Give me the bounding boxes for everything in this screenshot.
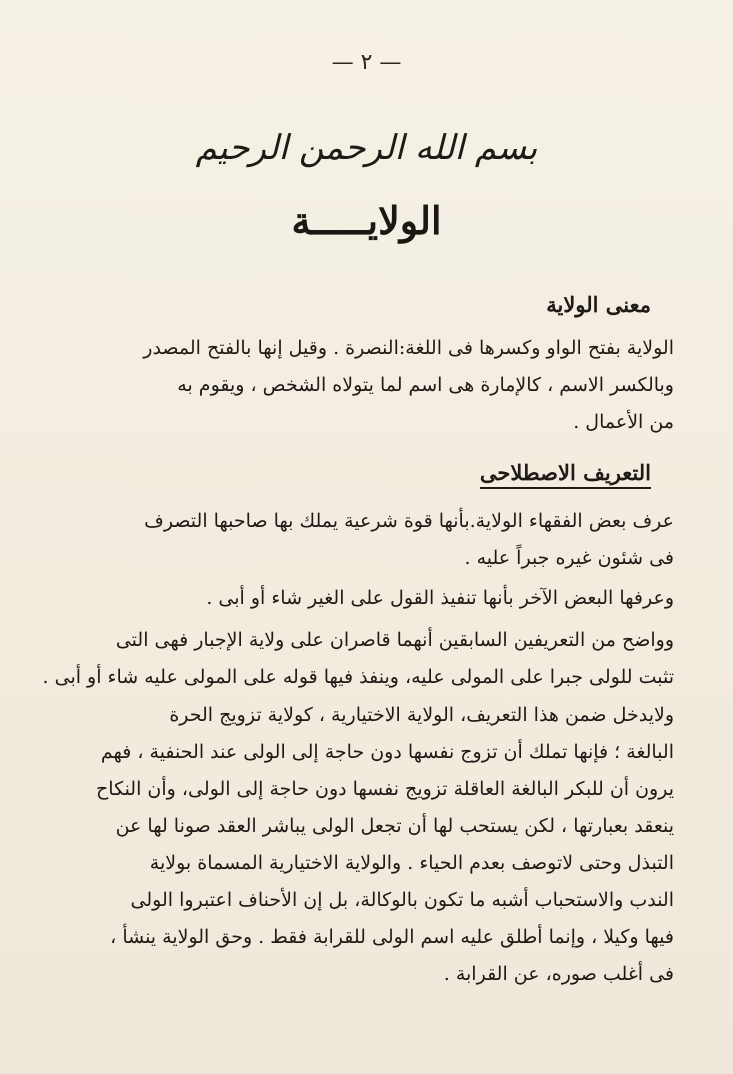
text-line: ينعقد بعبارتها ، لكن يستحب لها أن تجعل الولى يباشر العقد صونا لها عن (115, 815, 674, 837)
paragraph-definition-1 (126, 503, 674, 577)
text-line: فى أغلب صوره، عن القرابة . (443, 963, 674, 985)
text-line: وعرفها البعض الآخر بأنها تنفيذ القول على الغير شاء أو أبى . (206, 587, 674, 609)
text-line: الولاية بفتح الواو وكسرها فى اللغة:النصرة . وقيل إنها بالفتح المصدر (143, 337, 674, 359)
paragraph-definition-2 (126, 580, 674, 617)
text-line: ولايدخل ضمن هذا التعريف، الولاية الاختيارية ، كولاية تزويج الحرة (169, 704, 674, 726)
page-number: — ٢ — (331, 50, 402, 75)
text-line: من الأعمال . (573, 411, 674, 433)
paragraph-definition-3 (42, 622, 674, 696)
section-heading-definition: التعريف الاصطلاحى (480, 460, 651, 489)
text-line: وبالكسر الاسم ، كالإمارة هى اسم لما يتولاه الشخص ، ويقوم به (177, 374, 674, 396)
text-line: يرون أن للبكر البالغة العاقلة تزويج نفسها دون حاجة إلى الولى، وأن النكاح (96, 778, 674, 800)
text-line: الندب والاستحباب أشبه ما تكون بالوكالة، بل إن الأحناف اعتبروا الولى (130, 889, 674, 911)
text-line: البالغة ؛ فإنها تملك أن تزوج نفسها دون حاجة إلى الولى عند الحنفية ، فهم (100, 741, 674, 763)
paragraph-linguistic-meaning (126, 330, 674, 441)
basmala-calligraphy: بسم الله الرحمن الرحيم (195, 128, 538, 168)
paragraph-definition-4 (96, 697, 674, 993)
text-line: عرف بعض الفقهاء الولاية.بأنها قوة شرعية يملك بها صاحبها التصرف (144, 510, 674, 532)
section-heading-meaning: معنى الولاية (546, 292, 651, 317)
text-line: فيها وكيلا ، وإنما أطلق عليه اسم الولى للقرابة فقط . وحق الولاية ينشأ ، (110, 926, 674, 948)
text-line: فى شئون غيره جبراً عليه . (464, 547, 674, 569)
page-title: الولايـــــة (291, 198, 442, 243)
text-line: تثبت للولى جبرا على المولى عليه، وينفذ فيها قوله على المولى عليه شاء أو أبى . (42, 666, 674, 688)
text-line: وواضح من التعريفين السابقين أنهما قاصران على ولاية الإجبار فهى التى (115, 629, 674, 651)
text-line: التبذل وحتى لاتوصف بعدم الحياء . والولاية الاختيارية المسماة بولاية (149, 852, 674, 874)
